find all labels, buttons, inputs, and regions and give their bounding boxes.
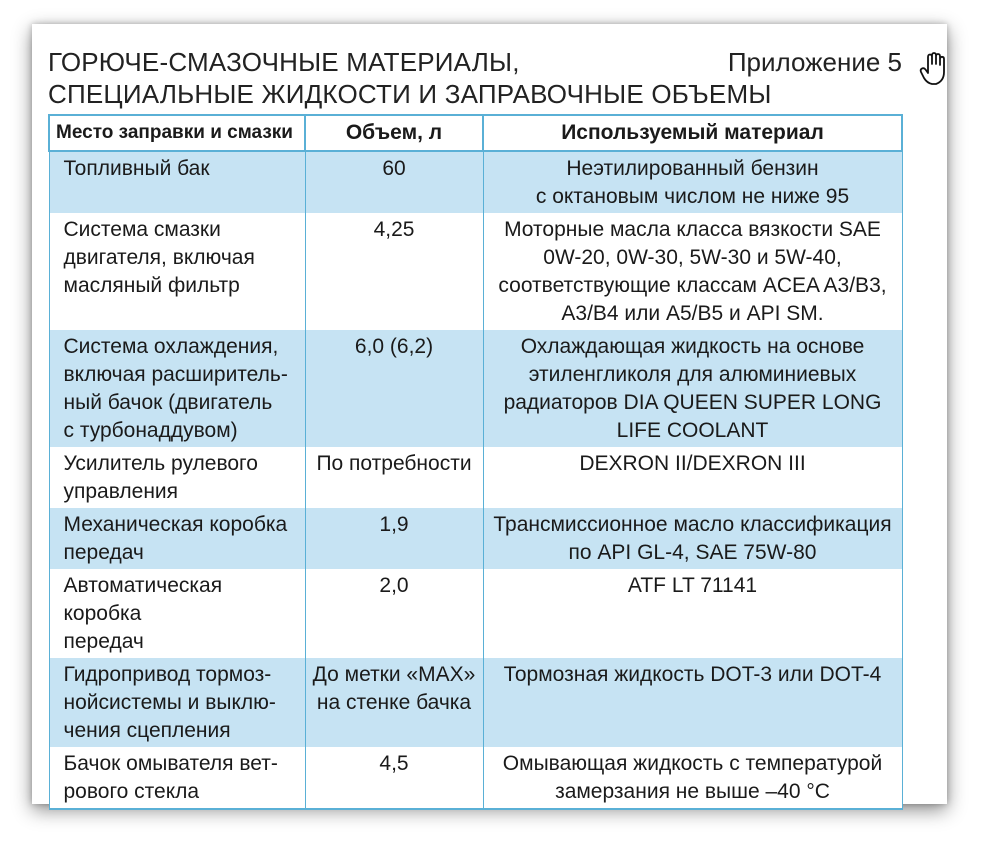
- table-row: [49, 508, 902, 569]
- cell-place: Механическая коробка передач: [49, 508, 305, 569]
- cell-volume: По потребности: [305, 447, 483, 508]
- cell-volume: 4,25: [305, 213, 483, 330]
- cell-material: Охлаждающая жидкость на основе этиленгликоля для алюминиевых радиаторов DIA QUEEN SUPER LONG LIFE COOLANT: [483, 330, 902, 447]
- cell-place: Автоматическая коробка передач: [49, 569, 305, 658]
- cell-material: DEXRON II/DEXRON III: [483, 447, 902, 508]
- hand-cursor-icon: [919, 52, 949, 86]
- cell-material: Моторные масла класса вязкости SAE 0W-20, 0W-30, 5W-30 и 5W-40, соответствующие классам ACEA A3/B3, A3/B4 или A5/B5 и API SM.: [483, 213, 902, 330]
- page-title: [48, 46, 772, 110]
- cell-volume: 60: [305, 151, 483, 213]
- cell-volume: 6,0 (6,2): [305, 330, 483, 447]
- cell-volume: 1,9: [305, 508, 483, 569]
- cell-place: Усилитель рулевого управления: [49, 447, 305, 508]
- table-row: [49, 447, 902, 508]
- header-place: Место заправки и смазки: [49, 115, 305, 151]
- fluids-table-container: [48, 114, 901, 810]
- cell-place: Бачок омывателя вет- рового стекла: [49, 747, 305, 809]
- cell-volume: 2,0: [305, 569, 483, 658]
- header-material: Используемый материал: [483, 115, 902, 151]
- table-row: [49, 330, 902, 447]
- table-row: [49, 151, 902, 213]
- cell-place: Система смазки двигателя, включая масляный фильтр: [49, 213, 305, 330]
- cell-place: Гидропривод тормоз- нойсистемы и выклю- чения сцепления: [49, 658, 305, 747]
- cell-material: Омывающая жидкость с температурой замерзания не выше –40 °С: [483, 747, 902, 809]
- cell-material: Неэтилированный бензин с октановым числом не ниже 95: [483, 151, 902, 213]
- table-row: [49, 213, 902, 330]
- title-line-2: СПЕЦИАЛЬНЫЕ ЖИДКОСТИ И ЗАПРАВОЧНЫЕ ОБЪЕМЫ: [48, 79, 772, 109]
- cell-volume: До метки «MAX» на стенке бачка: [305, 658, 483, 747]
- cell-volume: 4,5: [305, 747, 483, 809]
- cell-material: Трансмиссионное масло классификация по API GL-4, SAE 75W-80: [483, 508, 902, 569]
- table-row: [49, 569, 902, 658]
- cell-place: Топливный бак: [49, 151, 305, 213]
- document-page: [32, 24, 947, 804]
- cell-material: Тормозная жидкость DOT-3 или DOT-4: [483, 658, 902, 747]
- table-header-row: [49, 115, 902, 151]
- cell-material: ATF LT 71141: [483, 569, 902, 658]
- header-volume: Объем, л: [305, 115, 483, 151]
- appendix-label: Приложение 5: [727, 47, 902, 77]
- fluids-table: [48, 114, 903, 810]
- cell-place: Система охлаждения, включая расширитель- ный бачок (двигатель с турбонаддувом): [49, 330, 305, 447]
- table-row: [49, 747, 902, 809]
- title-line-1: ГОРЮЧЕ-СМАЗОЧНЫЕ МАТЕРИАЛЫ,: [48, 47, 520, 77]
- table-row: [49, 658, 902, 747]
